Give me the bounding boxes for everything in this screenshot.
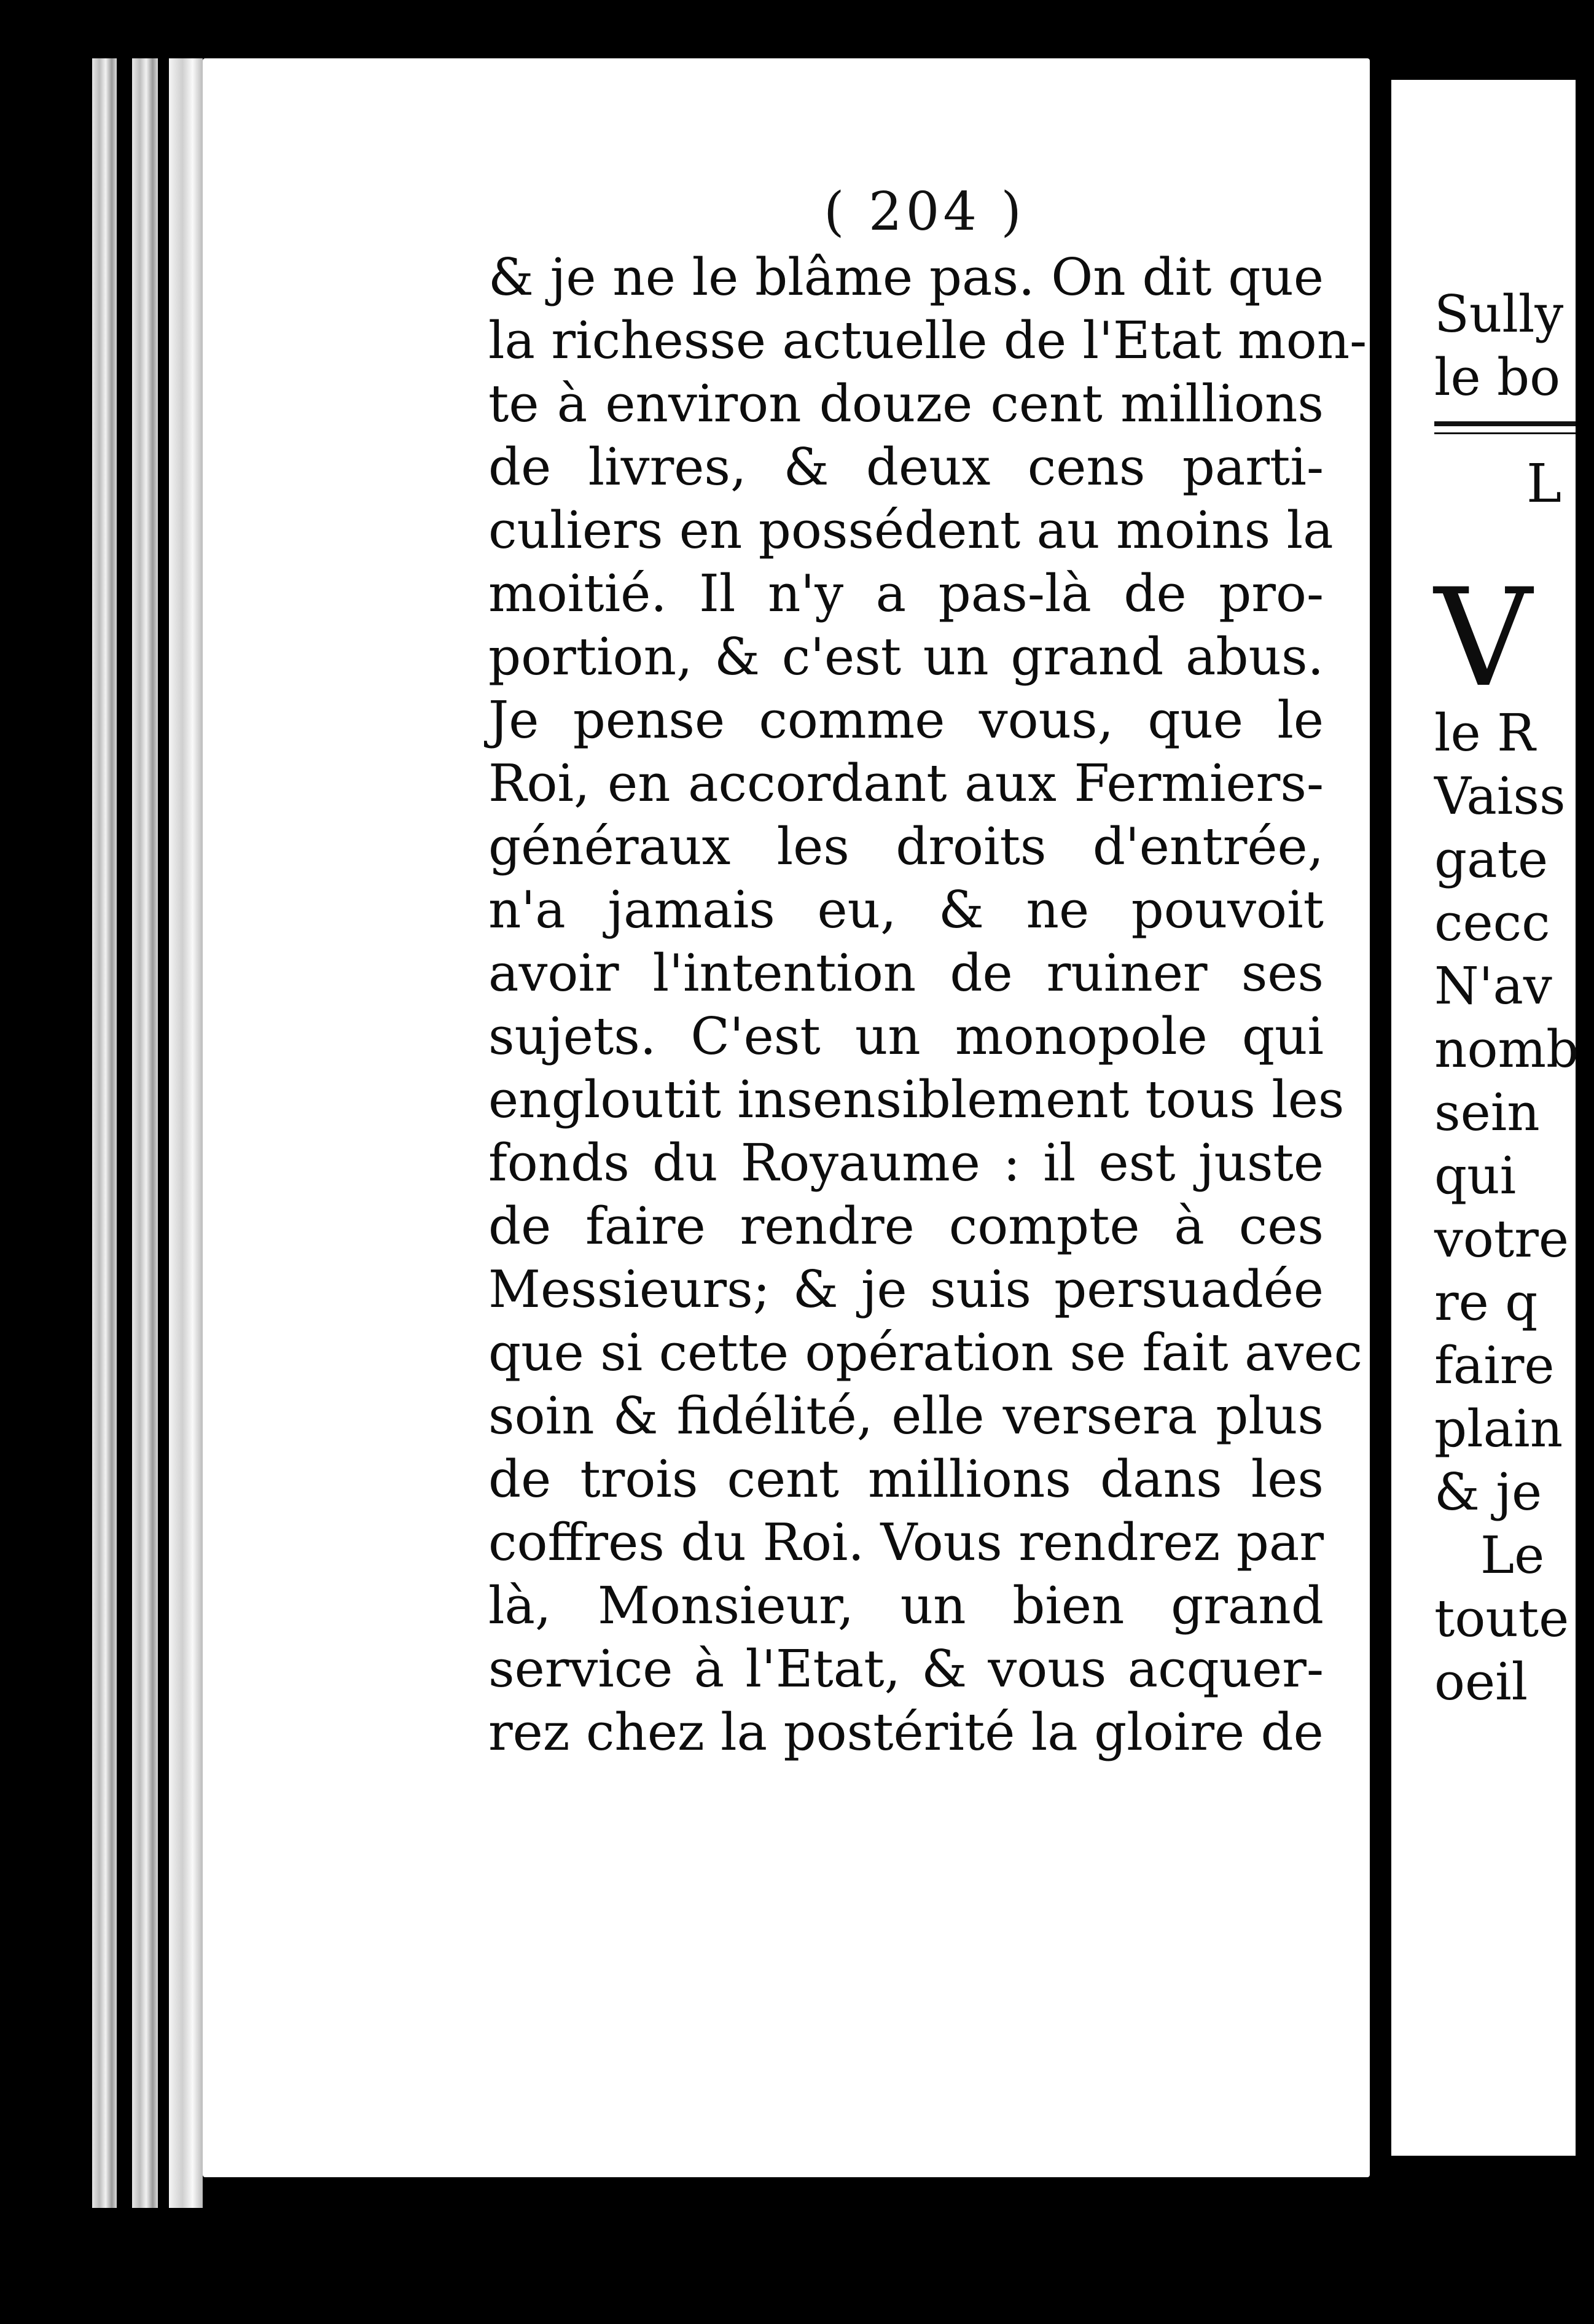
text-line: de trois cent millions dans les bbox=[488, 1449, 1324, 1509]
facing-text-line: le R bbox=[1434, 703, 1536, 763]
text-line: service à l'Etat, & vous acquer- bbox=[488, 1639, 1324, 1699]
facing-text-line: & je bbox=[1434, 1462, 1542, 1522]
text-line: portion, & c'est un grand abus. bbox=[488, 627, 1324, 687]
facing-text-line: nomb bbox=[1434, 1020, 1579, 1079]
facing-text-line: faire bbox=[1434, 1336, 1555, 1395]
text-line: Roi, en accordant aux Fermiers- bbox=[488, 754, 1324, 813]
text-line: là, Monsieur, un bien grand bbox=[488, 1576, 1324, 1636]
drop-capital: V bbox=[1434, 560, 1532, 717]
text-line: que si cette opération se fait avec bbox=[488, 1323, 1363, 1382]
section-rule bbox=[1434, 421, 1576, 434]
facing-page-text bbox=[1434, 283, 1594, 1714]
facing-text-line: plain bbox=[1434, 1399, 1563, 1459]
text-line: soin & fidélité, elle versera plus bbox=[488, 1386, 1324, 1446]
text-line: sujets. C'est un monopole qui bbox=[488, 1007, 1324, 1066]
text-line: moitié. Il n'y a pas-là de pro- bbox=[488, 564, 1324, 623]
text-line: n'a jamais eu, & ne pouvoit bbox=[488, 880, 1324, 940]
text-line: avoir l'intention de ruiner ses bbox=[488, 943, 1324, 1003]
facing-text-line: Sully bbox=[1434, 284, 1564, 344]
facing-text-line: le bo bbox=[1434, 348, 1561, 407]
text-line: coffres du Roi. Vous rendrez par bbox=[488, 1513, 1324, 1572]
facing-text-line: oeil bbox=[1434, 1652, 1528, 1712]
facing-heading: L bbox=[1526, 453, 1562, 515]
text-line: culiers en possédent au moins la bbox=[488, 501, 1334, 560]
facing-text-line: cecc bbox=[1434, 893, 1550, 953]
text-line: de livres, & deux cens parti- bbox=[488, 437, 1324, 497]
text-line: la richesse actuelle de l'Etat mon- bbox=[488, 311, 1367, 370]
facing-text-line: re q bbox=[1434, 1273, 1538, 1332]
facing-text-line: toute bbox=[1434, 1589, 1569, 1648]
facing-text-line: qui bbox=[1434, 1146, 1517, 1206]
facing-text-line: sein bbox=[1434, 1083, 1540, 1142]
text-line: Je pense comme vous, que le bbox=[488, 690, 1324, 750]
text-line: rez chez la postérité la gloire de bbox=[488, 1702, 1324, 1762]
text-line: fonds du Royaume : il est juste bbox=[488, 1133, 1324, 1193]
text-line: de faire rendre compte à ces bbox=[488, 1196, 1324, 1256]
book-edge-strip bbox=[169, 58, 203, 2208]
book-edge-strip bbox=[132, 58, 158, 2208]
text-line: te à environ douze cent millions bbox=[488, 374, 1324, 434]
text-line: Messieurs; & je suis persuadée bbox=[488, 1260, 1324, 1319]
page-number: ( 204 ) bbox=[824, 181, 1025, 243]
text-line: engloutit insensiblement tous les bbox=[488, 1070, 1345, 1129]
facing-text-line: Vaiss bbox=[1434, 766, 1566, 826]
text-line: & je ne le blâme pas. On dit que bbox=[488, 248, 1324, 307]
facing-text-line: votre bbox=[1434, 1209, 1569, 1269]
page-body-text bbox=[488, 246, 1367, 1764]
facing-text-line: gate bbox=[1434, 830, 1549, 889]
facing-text-line: Le bbox=[1480, 1526, 1545, 1585]
text-line: généraux les droits d'entrée, bbox=[488, 817, 1324, 876]
book-edge-strip bbox=[92, 58, 117, 2208]
facing-text-line: N'av bbox=[1434, 956, 1552, 1016]
